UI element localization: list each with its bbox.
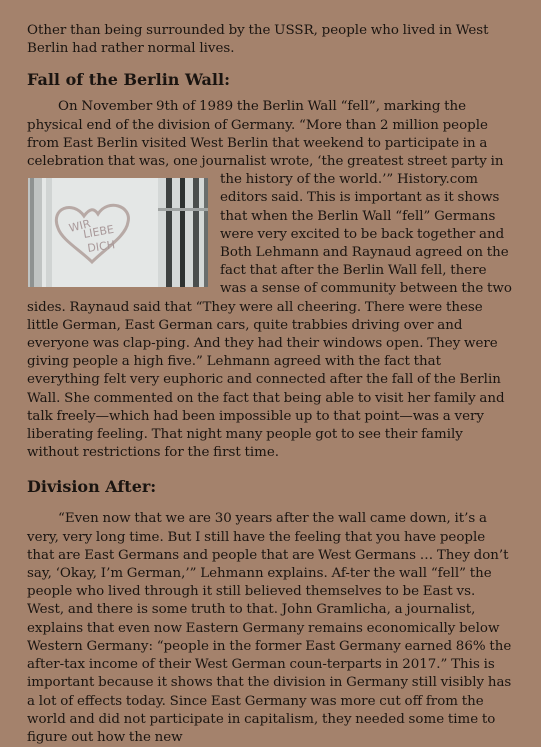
section-heading-fall-of-wall: Fall of the Berlin Wall:: [27, 70, 230, 90]
svg-text:WIR: WIR: [67, 217, 92, 236]
svg-text:LIEBE: LIEBE: [82, 223, 115, 242]
division-paragraph: “Even now that we are 30 years after the wall came down, it’s a very, very long time. But I still have the feeling that you have people that are East Germans and people that are West Germans … They don’t say, ‘Okay, I’m German,’” Lehmann explains. Af-ter the wall “fell” the people who lived through it still believed themselves to be East vs. West, and there is some truth to that. John Gramlicha, a journalist, explains that even now Eastern Germany remains economically below Western Germany: “people in the former East Germany earned 86% the after-tax income of their West German coun-terparts in 2017.” This is important because it shows that the division in Germany still visibly has a lot of effects today. Since East Germany was more cut off from the world and did not participate in capitalism, they needed some time to figure out how the new: [27, 511, 512, 745]
graffiti-photo-image: [28, 178, 208, 287]
svg-text:DICH: DICH: [86, 238, 116, 256]
fall-paragraph-text: On November 9th of 1989 the Berlin Wall “fell”, marking the physical end of the division of Germany. “More than 2 million people from East Berlin visited West Berlin that weekend to participate in a celebration that was, one journalist wrote, ‘the greatest WIR LIEBE DICH street party in the history of the world.’” History.com editors said. This is important as it shows that when the Berlin Wall “fell” Germans were very excited to be back together and Both Lehmann and Raynaud agreed on the fact that after the Berlin Wall fell, there was a sense of community between the two sides. Raynaud said that “They were all cheering. There were these little German, East German cars, quite trabbies driving over and everyone was clap-ping. And they had their windows open. They were giving people a high five.” Lehmann agreed with the fact that everything felt very euphoric and connected after the fall of the Berlin Wall. She commented on the fact that being able to visit her family and talk freely—which had been impossible up to that point—was a very liberating feeling. That night many people got to see their family without restrictions for the first time.: [27, 99, 512, 461]
fall-paragraph: [27, 98, 512, 462]
graffiti-wall-photo: [28, 178, 208, 287]
section-heading-division-after: Division After:: [27, 477, 157, 497]
intro-paragraph: Other than being surrounded by the USSR, people who lived in West Berlin had rather normal lives.: [27, 23, 489, 57]
